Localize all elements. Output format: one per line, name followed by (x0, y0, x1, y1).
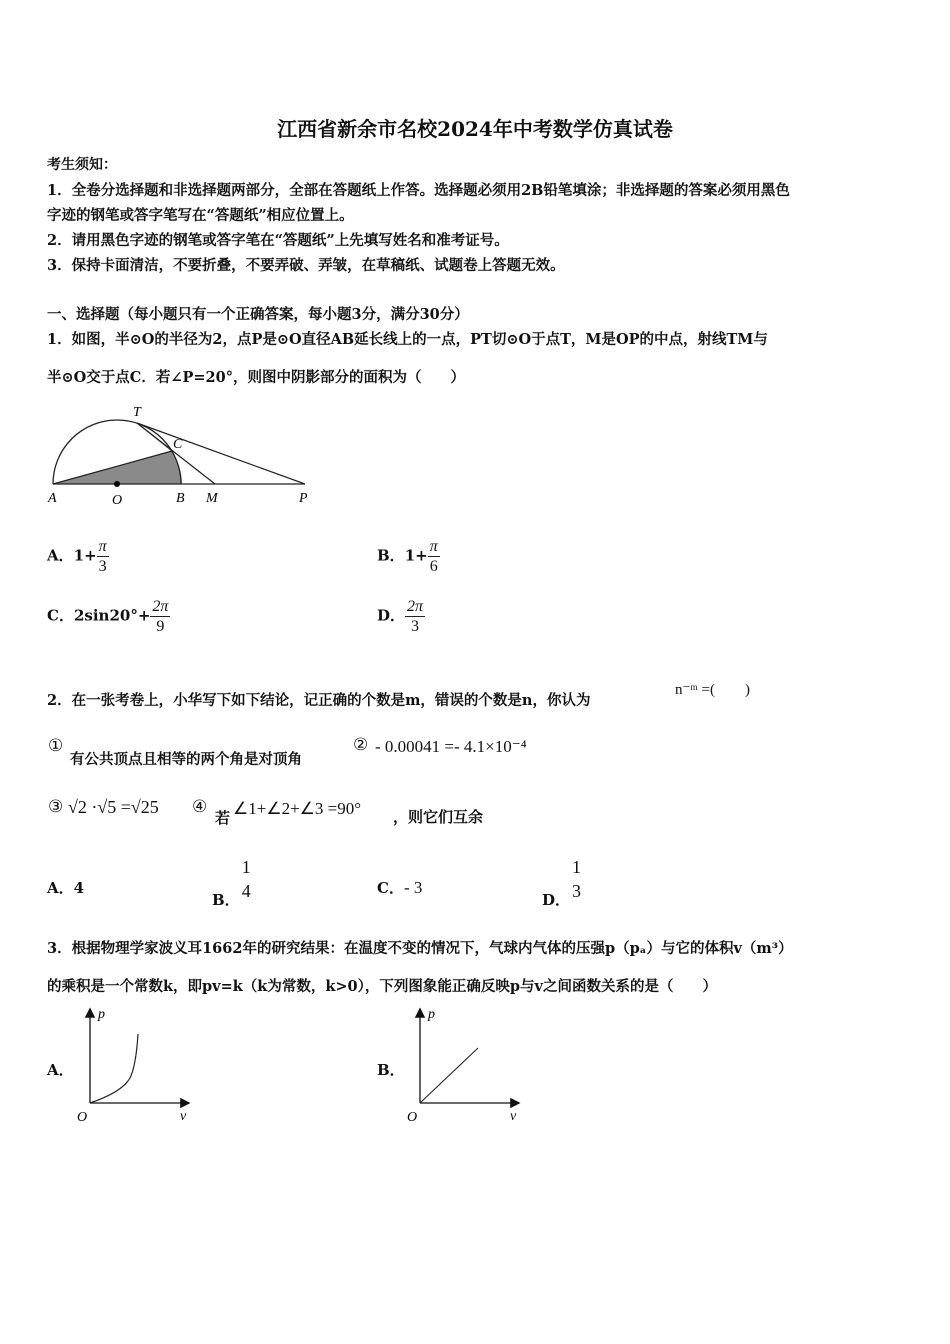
q3-option-b-label[interactable]: B． (377, 1061, 405, 1079)
label-p: P (299, 491, 308, 506)
q1-option-d[interactable]: D． $\frac{2\pi}{3}$ (377, 598, 424, 635)
axis-p-label: p (428, 1007, 435, 1022)
q3-graph-b[interactable] (402, 1000, 527, 1125)
q2-option-d[interactable]: D． 1 3 (542, 857, 582, 909)
q3-stem: 的乘积是一个常数k，即pv=k（k为常数，k>0），下列图象能正确反映p与v之间函数关系的是（ ） (47, 978, 717, 995)
axis-v-label: v (180, 1109, 187, 1124)
notice-line: 3．保持卡面清洁，不要折叠，不要弄破、弄皱，在草稿纸、试题卷上答题无效。 (47, 257, 565, 274)
q2-stem: 2．在一张考卷上，小华写下如下结论，记正确的个数是m，错误的个数是n，你认为 (47, 692, 591, 709)
label-a: A (48, 491, 57, 506)
label-t: T (133, 405, 141, 420)
curve (90, 1034, 138, 1103)
statement-2-marker: ② (353, 735, 369, 754)
q2-option-c[interactable]: C．- 3 (377, 878, 423, 897)
q1-figure (40, 398, 330, 513)
statement-3: √2 ·√5 =√25 (68, 797, 159, 817)
q3-stem: 3．根据物理学家波义耳1662年的研究结果：在温度不变的情况下，气球内气体的压强p（pₐ）与它的体积v（m³） (47, 940, 793, 957)
statement-4-suffix: ，则它们互余 (393, 808, 484, 826)
label-o: O (112, 493, 123, 508)
q2-option-b[interactable]: B． 1 4 (212, 857, 251, 909)
statement-4-marker: ④ (192, 797, 208, 816)
notice-line: 2．请用黑色字迹的钢笔或答字笔在“答题纸”上先填写姓名和准考证号。 (47, 232, 509, 249)
notice-heading: 考生须知： (47, 157, 117, 173)
q3-graph-a[interactable] (72, 1000, 197, 1125)
statement-4-expr: ∠1+∠2+∠3 =90° (233, 799, 362, 818)
q2-expression: n⁻ᵐ =( ) (675, 682, 750, 698)
axis-p-label: p (98, 1007, 105, 1022)
q1-option-a[interactable]: A．1+ $\frac{\pi}{3}$ (47, 538, 107, 575)
origin-label: O (77, 1110, 88, 1125)
notice-line: 1．全卷分选择题和非选择题两部分，全部在答题纸上作答。选择题必须用2B铅笔填涂；非选择题的答案必须用黑色 (47, 182, 790, 199)
statement-3-marker: ③ (48, 797, 64, 816)
q3-option-a-label[interactable]: A． (47, 1061, 74, 1079)
label-b: B (176, 491, 185, 506)
statement-2: - 0.00041 =- 4.1×10⁻⁴ (375, 737, 527, 756)
q1-stem: 半⊙O交于点C．若∠P=20°，则图中阴影部分的面积为（ ） (47, 369, 465, 386)
label-c: C (173, 437, 183, 452)
section-heading: 一、选择题（每小题只有一个正确答案，每小题3分，满分30分） (47, 306, 469, 323)
chord-tc (137, 423, 172, 451)
page-title: 江西省新余市名校2024年中考数学仿真试卷 (277, 117, 673, 141)
statement-4-prefix: 若 (215, 809, 231, 827)
q2-option-a[interactable]: A．4 (47, 879, 85, 897)
statement-1: 有公共顶点且相等的两个角是对顶角 (70, 751, 302, 768)
axis-v-label: v (510, 1109, 517, 1124)
statement-1-marker: ① (48, 736, 64, 755)
label-m: M (206, 491, 218, 506)
straight-line (420, 1048, 478, 1103)
q1-option-c[interactable]: C．2sin20°+ $\frac{2\pi}{9}$ (47, 598, 169, 635)
notice-line: 字迹的钢笔或答字笔写在“答题纸”相应位置上。 (47, 207, 354, 224)
center-point (114, 481, 120, 487)
q1-option-b[interactable]: B．1+ $\frac{\pi}{6}$ (377, 538, 438, 575)
origin-label: O (407, 1110, 418, 1125)
q1-stem: 1．如图，半⊙O的半径为2，点P是⊙O直径AB延长线上的一点，PT切⊙O于点T，M是OP的中点，射线TM与 (47, 331, 768, 348)
